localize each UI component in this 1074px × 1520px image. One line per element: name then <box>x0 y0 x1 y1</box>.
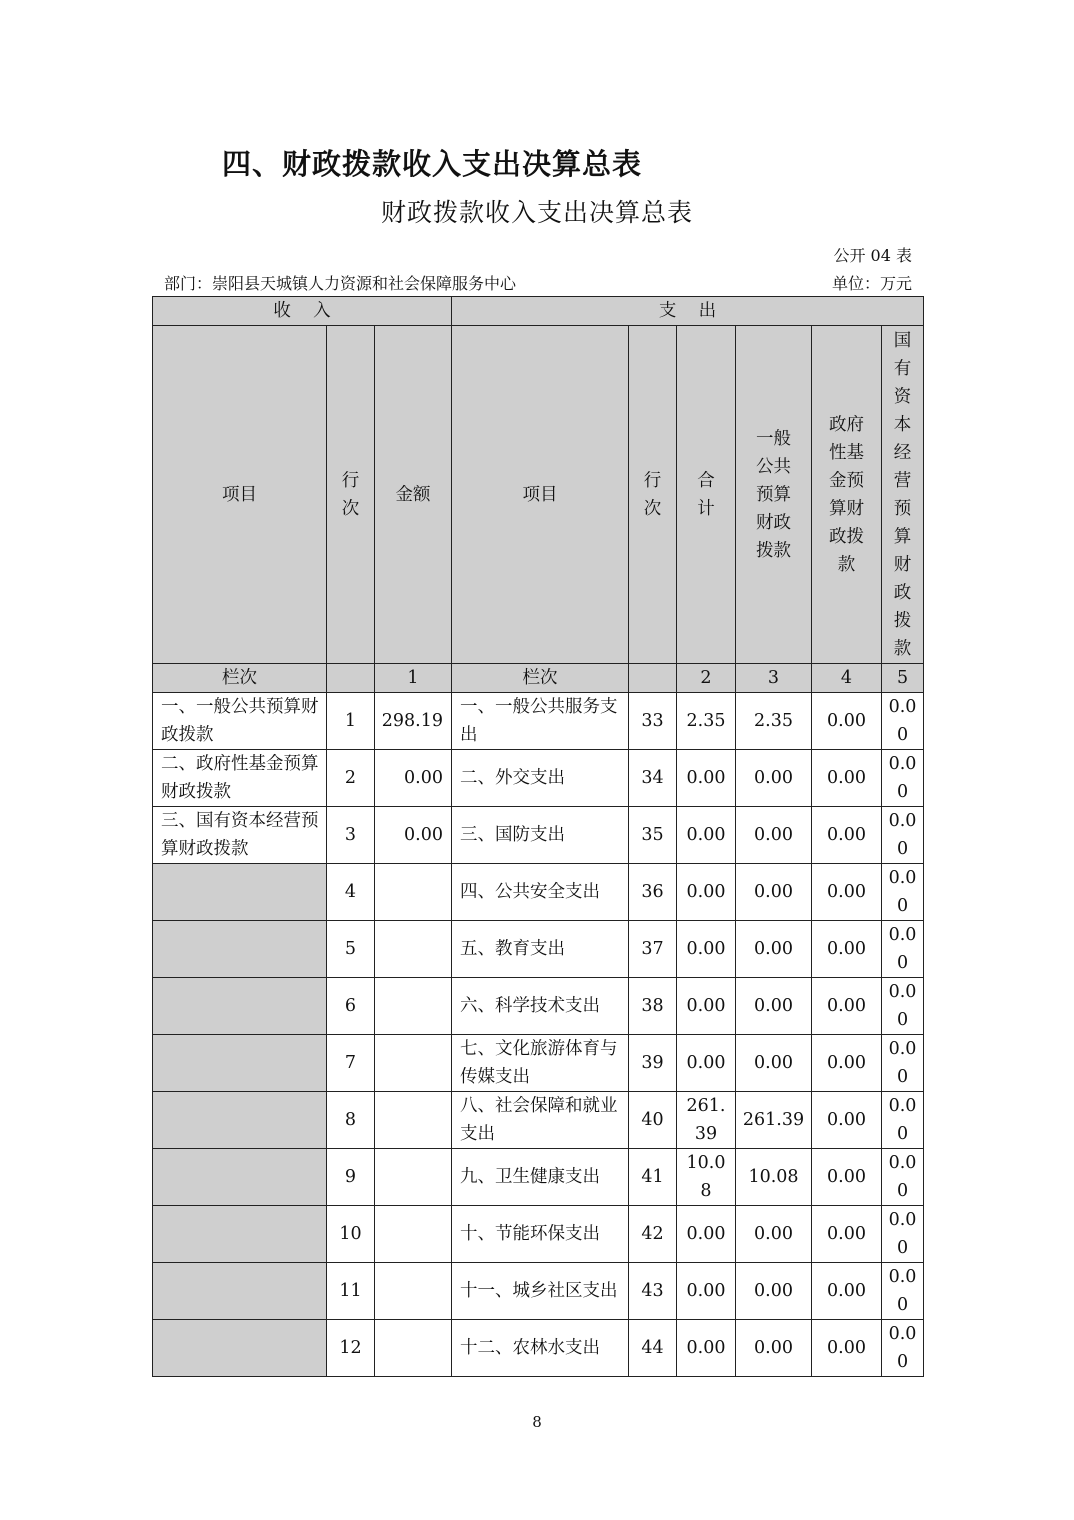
income-line-header-text: 行次 <box>341 470 360 519</box>
general-budget-cell: 10.08 <box>736 1149 812 1206</box>
table-row <box>153 693 924 750</box>
state-capital-cell: 0.00 <box>882 750 924 807</box>
state-capital-cell: 0.00 <box>882 921 924 978</box>
income-item-cell <box>153 1092 327 1149</box>
table-row <box>153 978 924 1035</box>
gov-fund-cell: 0.00 <box>812 1149 882 1206</box>
expense-header: 支 出 <box>452 297 924 326</box>
form-number: 公开 04 表 <box>833 246 912 265</box>
table-row <box>153 1035 924 1092</box>
unit-label: 单位：万元 <box>831 274 912 293</box>
table-row <box>153 864 924 921</box>
col-num-5: 5 <box>882 664 924 693</box>
general-budget-header-text: 一般公共预算财政拨款 <box>756 428 791 561</box>
col-num-4: 4 <box>812 664 882 693</box>
state-capital-cell: 0.00 <box>882 693 924 750</box>
gov-fund-header <box>812 326 882 664</box>
income-item-cell <box>153 921 327 978</box>
expense-line-cell: 42 <box>629 1206 677 1263</box>
expense-line-cell: 44 <box>629 1320 677 1377</box>
income-item-cell <box>153 978 327 1035</box>
expense-item-cell: 十一、城乡社区支出 <box>452 1263 629 1320</box>
income-amount-cell: 0.00 <box>375 750 452 807</box>
gov-fund-cell: 0.00 <box>812 1320 882 1377</box>
general-budget-cell: 0.00 <box>736 921 812 978</box>
income-amount-cell: 0.00 <box>375 807 452 864</box>
income-line-cell: 6 <box>327 978 375 1035</box>
gov-fund-header-text: 政府性基金预算财政拨款 <box>829 414 864 575</box>
table-row <box>153 807 924 864</box>
expense-item-cell: 十、节能环保支出 <box>452 1206 629 1263</box>
expense-item-cell: 四、公共安全支出 <box>452 864 629 921</box>
expense-item-cell: 八、社会保障和就业支出 <box>452 1092 629 1149</box>
state-capital-cell: 0.00 <box>882 978 924 1035</box>
state-capital-cell: 0.00 <box>882 1092 924 1149</box>
income-item-cell <box>153 864 327 921</box>
general-budget-cell: 0.00 <box>736 750 812 807</box>
general-budget-cell: 0.00 <box>736 1035 812 1092</box>
income-amount-cell <box>375 978 452 1035</box>
gov-fund-cell: 0.00 <box>812 1263 882 1320</box>
table-row <box>153 750 924 807</box>
gov-fund-cell: 0.00 <box>812 1092 882 1149</box>
expense-item-header: 项目 <box>452 326 629 664</box>
table-title: 财政拨款收入支出决算总表 <box>380 198 693 227</box>
income-item-cell: 二、政府性基金预算财政拨款 <box>153 750 327 807</box>
income-item-cell: 一、一般公共预算财政拨款 <box>153 693 327 750</box>
income-item-cell <box>153 1263 327 1320</box>
expense-line-cell: 41 <box>629 1149 677 1206</box>
col-label-income: 栏次 <box>153 664 327 693</box>
gov-fund-cell: 0.00 <box>812 750 882 807</box>
gov-fund-cell: 0.00 <box>812 978 882 1035</box>
expense-line-cell: 38 <box>629 978 677 1035</box>
total-cell: 0.00 <box>677 978 736 1035</box>
expense-line-header <box>629 326 677 664</box>
income-amount-cell: 298.19 <box>375 693 452 750</box>
income-item-cell <box>153 1206 327 1263</box>
income-line-cell: 4 <box>327 864 375 921</box>
col-num-3: 3 <box>736 664 812 693</box>
gov-fund-cell: 0.00 <box>812 921 882 978</box>
total-cell: 2.35 <box>677 693 736 750</box>
total-cell: 0.00 <box>677 864 736 921</box>
state-capital-cell: 0.00 <box>882 1035 924 1092</box>
state-capital-cell: 0.00 <box>882 1263 924 1320</box>
expense-line-cell: 37 <box>629 921 677 978</box>
state-capital-cell: 0.00 <box>882 807 924 864</box>
income-item-header: 项目 <box>153 326 327 664</box>
total-cell: 0.00 <box>677 1263 736 1320</box>
expense-item-cell: 九、卫生健康支出 <box>452 1149 629 1206</box>
total-cell: 10.08 <box>677 1149 736 1206</box>
gov-fund-cell: 0.00 <box>812 864 882 921</box>
total-cell: 261.39 <box>677 1092 736 1149</box>
income-line-cell: 3 <box>327 807 375 864</box>
income-amount-cell <box>375 1206 452 1263</box>
state-capital-cell: 0.00 <box>882 1149 924 1206</box>
expense-item-cell: 一、一般公共服务支出 <box>452 693 629 750</box>
income-line-cell: 12 <box>327 1320 375 1377</box>
table-row <box>153 1092 924 1149</box>
expense-item-cell: 三、国防支出 <box>452 807 629 864</box>
state-capital-header <box>882 326 924 664</box>
amount-header: 金额 <box>375 326 452 664</box>
expense-item-cell: 七、文化旅游体育与传媒支出 <box>452 1035 629 1092</box>
general-budget-cell: 2.35 <box>736 693 812 750</box>
col-num-1: 1 <box>375 664 452 693</box>
section-title: 四、财政拨款收入支出决算总表 <box>222 147 643 181</box>
income-item-cell: 三、国有资本经营预算财政拨款 <box>153 807 327 864</box>
income-amount-cell <box>375 1149 452 1206</box>
general-budget-cell: 0.00 <box>736 1263 812 1320</box>
general-budget-header <box>736 326 812 664</box>
income-item-cell <box>153 1149 327 1206</box>
income-amount-cell <box>375 1092 452 1149</box>
table-row <box>153 1263 924 1320</box>
total-cell: 0.00 <box>677 921 736 978</box>
income-header: 收 入 <box>153 297 452 326</box>
expense-line-cell: 36 <box>629 864 677 921</box>
expense-line-header-text: 行次 <box>643 470 662 519</box>
expense-line-cell: 40 <box>629 1092 677 1149</box>
total-cell: 0.00 <box>677 1035 736 1092</box>
total-cell: 0.00 <box>677 807 736 864</box>
gov-fund-cell: 0.00 <box>812 693 882 750</box>
page-number: 8 <box>532 1413 542 1431</box>
income-amount-cell <box>375 864 452 921</box>
income-line-cell: 7 <box>327 1035 375 1092</box>
appropriation-table <box>152 296 924 1377</box>
income-amount-cell <box>375 1263 452 1320</box>
table-row <box>153 1149 924 1206</box>
general-budget-cell: 0.00 <box>736 1206 812 1263</box>
col-label-expense: 栏次 <box>452 664 629 693</box>
general-budget-cell: 0.00 <box>736 864 812 921</box>
col-num-2: 2 <box>677 664 736 693</box>
income-line-cell: 8 <box>327 1092 375 1149</box>
expense-item-cell: 五、教育支出 <box>452 921 629 978</box>
income-line-cell: 9 <box>327 1149 375 1206</box>
expense-line-cell: 35 <box>629 807 677 864</box>
total-header <box>677 326 736 664</box>
expense-line-cell: 39 <box>629 1035 677 1092</box>
income-line-cell: 5 <box>327 921 375 978</box>
expense-line-cell: 33 <box>629 693 677 750</box>
total-cell: 0.00 <box>677 750 736 807</box>
table-row <box>153 1320 924 1377</box>
income-item-cell <box>153 1035 327 1092</box>
table-row <box>153 921 924 978</box>
state-capital-cell: 0.00 <box>882 1320 924 1377</box>
department-label: 部门：崇阳县天城镇人力资源和社会保障服务中心 <box>164 274 517 293</box>
income-line-cell: 1 <box>327 693 375 750</box>
expense-line-cell: 43 <box>629 1263 677 1320</box>
general-budget-cell: 0.00 <box>736 807 812 864</box>
state-capital-header-text: 国有资本经营预算财政拨款 <box>893 330 912 659</box>
total-header-text: 合计 <box>697 470 715 519</box>
income-line-cell: 2 <box>327 750 375 807</box>
expense-item-cell: 十二、农林水支出 <box>452 1320 629 1377</box>
expense-item-cell: 二、外交支出 <box>452 750 629 807</box>
income-line-header <box>327 326 375 664</box>
expense-line-cell: 34 <box>629 750 677 807</box>
table-row <box>153 1206 924 1263</box>
gov-fund-cell: 0.00 <box>812 1206 882 1263</box>
income-amount-cell <box>375 1320 452 1377</box>
total-cell: 0.00 <box>677 1206 736 1263</box>
col-blank-2 <box>629 664 677 693</box>
income-amount-cell <box>375 1035 452 1092</box>
income-item-cell <box>153 1320 327 1377</box>
state-capital-cell: 0.00 <box>882 1206 924 1263</box>
col-blank-1 <box>327 664 375 693</box>
expense-item-cell: 六、科学技术支出 <box>452 978 629 1035</box>
income-line-cell: 11 <box>327 1263 375 1320</box>
gov-fund-cell: 0.00 <box>812 807 882 864</box>
general-budget-cell: 0.00 <box>736 978 812 1035</box>
total-cell: 0.00 <box>677 1320 736 1377</box>
general-budget-cell: 261.39 <box>736 1092 812 1149</box>
state-capital-cell: 0.00 <box>882 864 924 921</box>
income-amount-cell <box>375 921 452 978</box>
general-budget-cell: 0.00 <box>736 1320 812 1377</box>
gov-fund-cell: 0.00 <box>812 1035 882 1092</box>
income-line-cell: 10 <box>327 1206 375 1263</box>
